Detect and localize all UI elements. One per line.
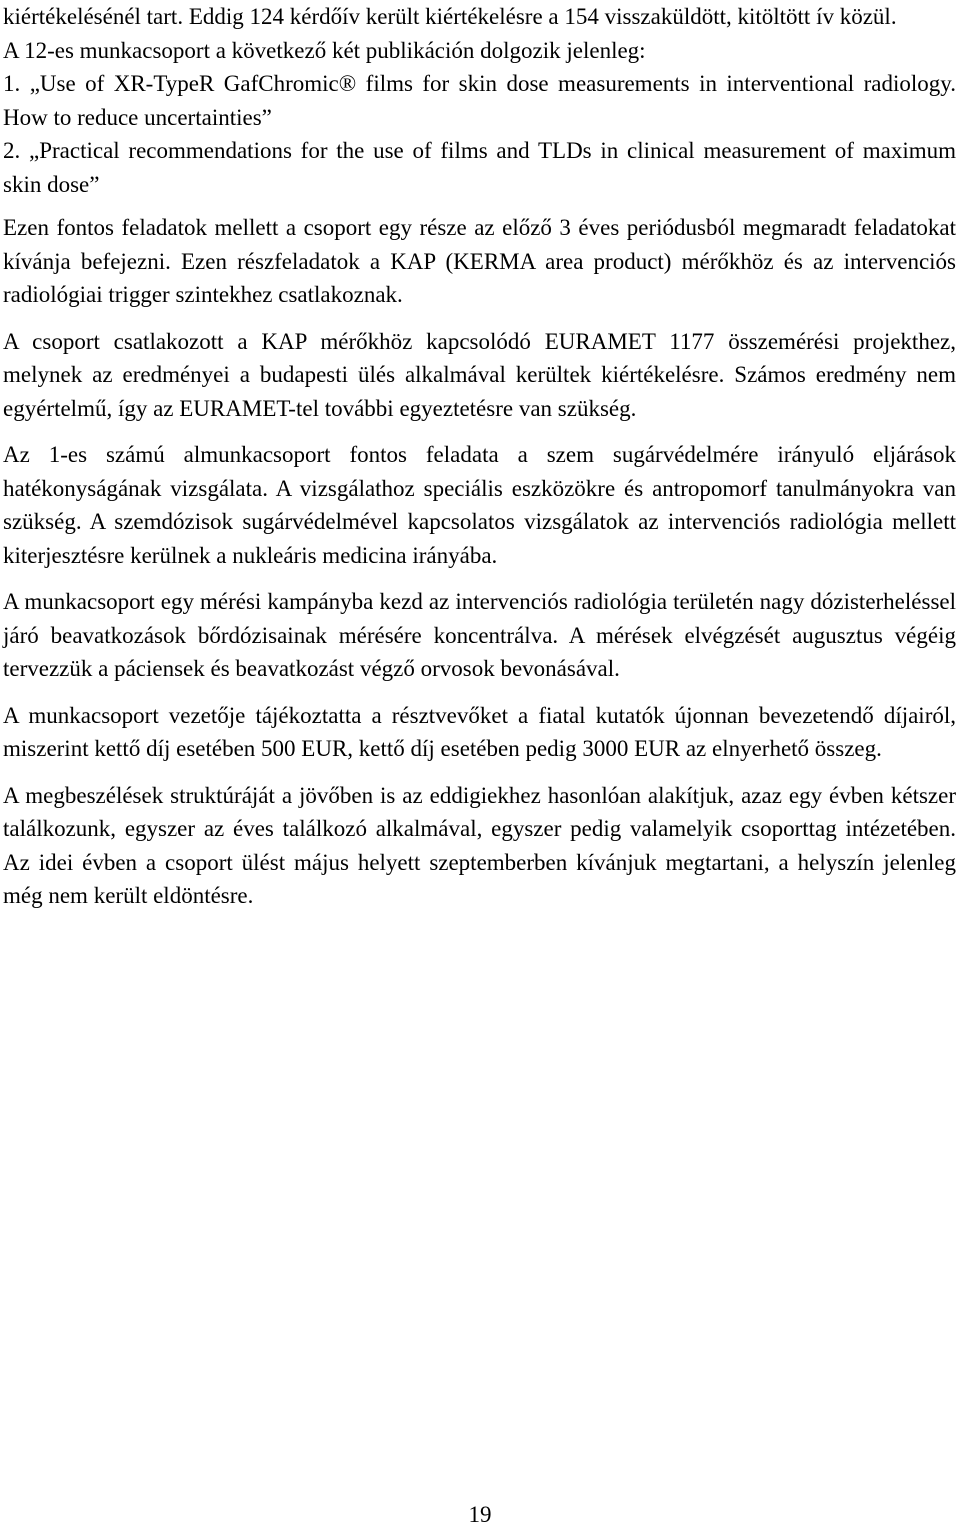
body-paragraph: Az 1-es számú almunkacsoport fontos feladata a szem sugárvédelmére irányuló eljárások hatékonyságának vizsgálata. A vizsgálathoz speciális eszközökre és antropomorf tanulmányokra van szükség. A szemdózisok sugárvédelmével kapcsolatos vizsgálatok az intervenciós radiológia mellett kiterjesztésre kerülnek a nukleáris medicina irányába. bbox=[3, 442, 956, 568]
document-page bbox=[3, 0, 956, 913]
body-paragraph: A munkacsoport vezetője tájékoztatta a résztvevőket a fiatal kutatók újonnan bevezetendő díjairól, miszerint kettő díj esetében 500 EUR, kettő díj esetében pedig 3000 EUR az elnyerhető összeg. bbox=[3, 702, 956, 761]
publications-intro: A 12-es munkacsoport a következő két publikáción dolgozik jelenleg: bbox=[3, 37, 646, 63]
page-number: 19 bbox=[468, 1502, 492, 1527]
publication-item: 2. „Practical recommendations for the use of films and TLDs in clinical measurement of maximum skin dose” bbox=[3, 138, 956, 197]
body-paragraph: A megbeszélések struktúráját a jövőben is az eddigiekhez hasonlóan alakítjuk, azaz egy évben kétszer találkozunk, egyszer az éves találkozó alkalmával, egyszer pedig valamelyik csoporttag intézetében. Az idei évben a csoport ülést május helyett szeptemberben kívánjuk megtartani, a helyszín jelenleg még nem került eldöntésre. bbox=[3, 782, 956, 908]
intro-paragraph: kiértékelésénél tart. Eddig 124 kérdőív került kiértékelésre a 154 visszaküldött, kitöltött ív közül. bbox=[3, 4, 897, 29]
publication-item: 1. „Use of XR-TypeR GafChromic® films for skin dose measurements in interventional radiology. How to reduce uncertainties” bbox=[3, 71, 956, 130]
body-paragraph: A csoport csatlakozott a KAP mérőkhöz kapcsolódó EURAMET 1177 összemérési projekthez, melynek az eredményei a budapesti ülés alkalmával kerültek kiértékelésre. Számos eredmény nem egyértelmű, így az EURAMET-tel további egyeztetésre van szükség. bbox=[3, 328, 956, 421]
body-paragraph: A munkacsoport egy mérési kampányba kezd az intervenciós radiológia területén nagy dózisterheléssel járó beavatkozások bőrdózisainak mérésére koncentrálva. A mérések elvégzését augusztus végéig tervezzük a páciensek és beavatkozást végző orvosok bevonásával. bbox=[3, 589, 956, 681]
body-paragraph: Ezen fontos feladatok mellett a csoport egy része az előző 3 éves periódusból megmaradt feladatokat kívánja befejezni. Ezen részfeladatok a KAP (KERMA area product) mérőkhöz és az intervenciós radiológiai trigger szintekhez csatlakoznak. bbox=[3, 215, 956, 307]
